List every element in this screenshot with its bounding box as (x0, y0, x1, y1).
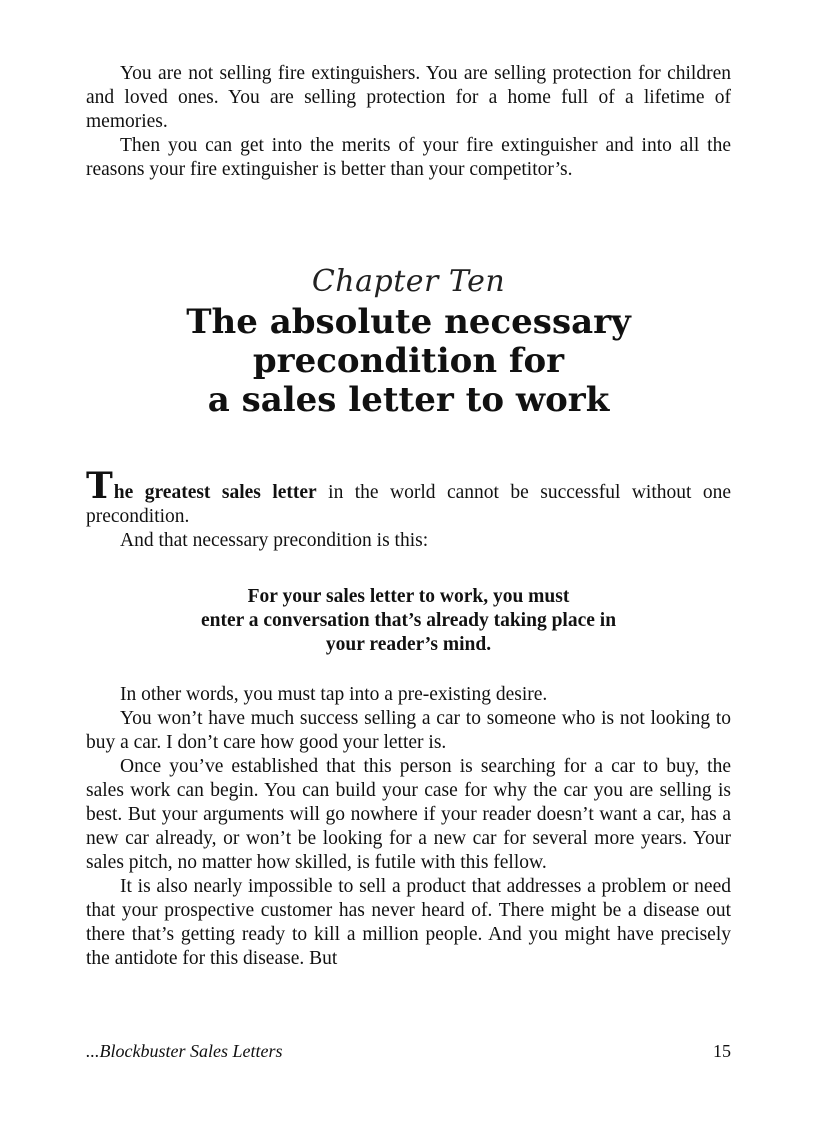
chapter-title-line: The absolute necessary (186, 302, 631, 342)
chapter-heading (86, 265, 731, 420)
chapter-label: Chapter Ten (311, 264, 506, 299)
paragraph: In other words, you must tap into a pre-existing desire. (120, 684, 548, 705)
drop-cap: T (86, 465, 113, 507)
paragraph: Once you’ve established that this person is searching for a car to buy, the sales work can begin. You can build your case for why the car you are selling is best. But your arguments will go nowhere if your reader doesn’t want a car, has a new car already, or won’t be looking for a new car for several more years. Your sales pitch, no matter how skilled, is futile with this fellow. (86, 756, 731, 873)
page-number: 15 (713, 1041, 731, 1061)
opening-paragraph-block (86, 465, 732, 553)
callout-line: For your sales letter to work, you must (247, 586, 570, 607)
paragraph: You won’t have much success selling a car to someone who is not looking to buy a car. I don’t care how good your letter is. (86, 708, 731, 753)
paragraph: It is also nearly impossible to sell a product that addresses a problem or need that your prospective customer has never heard of. There might be a disease out there that’s getting ready to kill a million people. And you might have precisely the antidote for this disease. But (86, 876, 731, 969)
callout-line: your reader’s mind. (325, 634, 492, 655)
lead-in-bold: he greatest sales letter (113, 482, 317, 503)
chapter-title (86, 303, 731, 420)
callout-line: enter a conversation that’s already taking place in (200, 610, 617, 631)
chapter-title-line: precondition for (252, 341, 565, 381)
paragraph: You are not selling fire extinguishers. You are selling protection for children and loved ones. You are selling protection for a home full of a lifetime of memories. (86, 63, 731, 132)
callout-quote (86, 585, 731, 657)
opening-text: in the world cannot be successful without one precondition. (86, 482, 732, 527)
page-footer (86, 1040, 731, 1062)
footer-book-title: ...Blockbuster Sales Letters (86, 1041, 283, 1061)
opening-paragraph (86, 465, 732, 529)
page-body (86, 62, 731, 971)
paragraph: Then you can get into the merits of your fire extinguisher and into all the reasons your fire extinguisher is better than your competitor’s. (86, 135, 731, 180)
chapter-title-line: a sales letter to work (207, 380, 610, 420)
paragraph: And that necessary precondition is this: (120, 530, 429, 551)
